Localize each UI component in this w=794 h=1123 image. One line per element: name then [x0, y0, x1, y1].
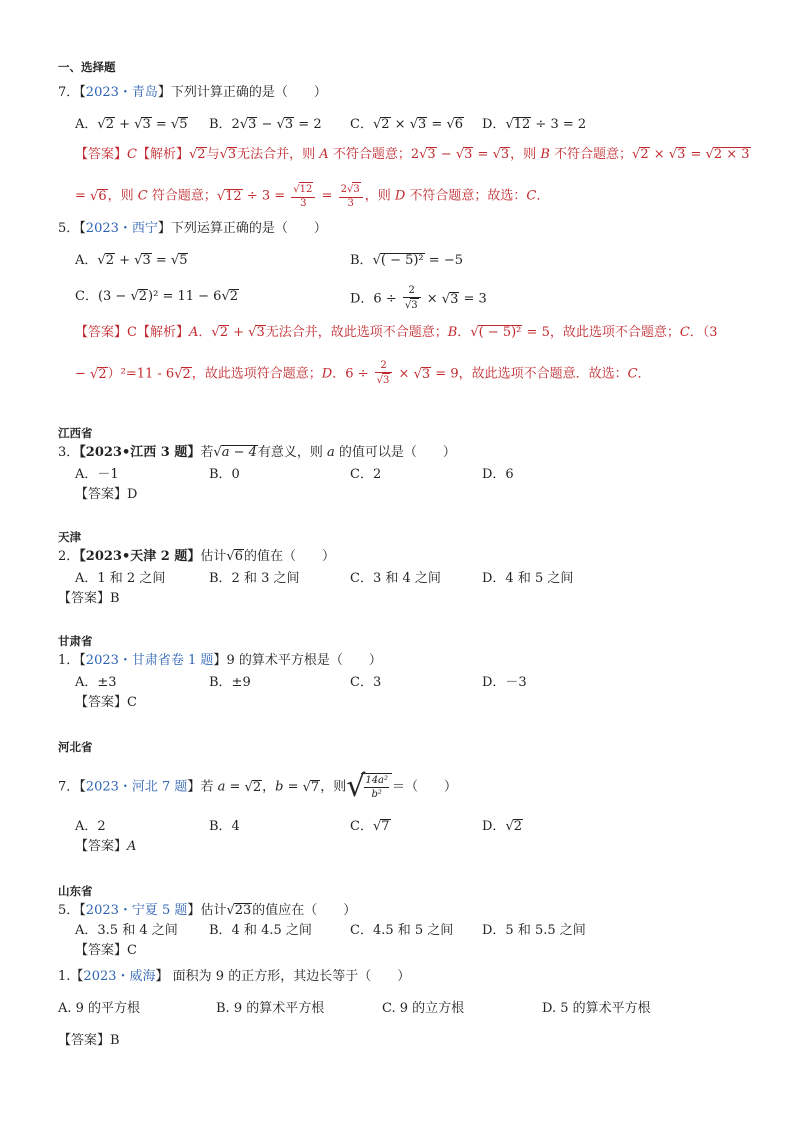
question-number: 5． [58, 903, 80, 918]
source-bracket-close: 】 [187, 903, 201, 918]
option-b: B．√( − 5)² = −5 [350, 253, 463, 268]
question-number: 7． [58, 85, 80, 100]
section-title: 一、选择题 [58, 60, 116, 74]
option-a: A．－1 [75, 467, 119, 482]
question-number: 5． [58, 221, 80, 236]
option-c: C．3 [350, 675, 382, 690]
question-number: 7． [58, 779, 80, 795]
answer-analysis-line-2: = √6，则 C 符合题意；√12 ÷ 3 = $\frac{√12}{3}$ = $\frac{2√3}{3}$ ，则 D 不符合题意；故选：C． [75, 184, 550, 209]
source-bracket-open: 【 [79, 221, 86, 236]
radical-expression: √ $\frac{\text{14a²}}{\text{b²}}$ [346, 770, 392, 804]
option-d: D. 5 的算术平方根 [542, 1001, 651, 1016]
source-bracket-open: 【 [79, 903, 86, 918]
question-tianjin: 2．【2023•天津 2 题】估计√6的值在（ ） [58, 549, 335, 564]
question-number: 3． [58, 445, 80, 460]
option-b: B．2 和 3 之间 [209, 571, 300, 586]
answer [75, 694, 137, 712]
source-bracket-close: 】 [157, 85, 171, 100]
question-source: 2023・河北 7 题 [85, 779, 188, 795]
answer-letter: C [127, 147, 137, 162]
source-bracket-close: 】 [213, 653, 227, 668]
question-number: 2． [58, 549, 80, 564]
source-bracket-close: 】 [155, 969, 169, 984]
question-source: 【2023•江西 3 题】 [79, 445, 201, 460]
answer-letter: C [127, 695, 137, 710]
answer [75, 942, 137, 960]
option-c: C．3 和 4 之间 [350, 571, 441, 586]
stem-post: ＝（ ） [392, 779, 458, 795]
answer-label: 【答案】 [75, 839, 128, 854]
answer: 【答案】B [58, 591, 120, 606]
answer-analysis-line-1: 【答案】C【解析】A．√2 + √3无法合并，故此选项不合题意；B．√( − 5)² = 5，故此选项不合题意；C．（3 [75, 325, 718, 340]
answer-analysis-line-1: 【答案】C【解析】√2与√3无法合并，则 A 不符合题意；2√3 − √3 = √3，则 B 不符合题意；√2 × √3 = √2 × 3 [75, 147, 750, 162]
option-d: D．6 [482, 467, 514, 482]
option-d: D．√2 [482, 819, 523, 834]
answer-label: 【答案】 [75, 147, 128, 162]
source-bracket-open: 【 [70, 969, 84, 984]
option-d: D．6 ÷ $\frac{2}{√3}$ × √3 = 3 [350, 285, 487, 311]
answer: 【答案】D [75, 487, 138, 502]
option-c: C. 9 的立方根 [382, 1001, 465, 1016]
option-d: D．4 和 5 之间 [482, 571, 574, 586]
question-source: 2023・西宁 [85, 221, 158, 236]
answer-label: 【答案】 [75, 943, 128, 958]
question-stem: 下列计算正确的是（ ） [170, 85, 327, 100]
answer-letter: A [127, 839, 137, 854]
analysis-label: 【解析】 [136, 325, 189, 340]
option-d: D．5 和 5.5 之间 [482, 923, 586, 938]
province-heading: 河北省 [58, 740, 93, 754]
option-a: A．√2 + √3 = √5 [75, 117, 188, 132]
question-stem: 面积为 9 的正方形，其边长等于（ ） [172, 969, 411, 984]
option-b: B．2√3 − √3 = 2 [209, 117, 322, 132]
province-heading: 天津 [58, 530, 81, 544]
answer [75, 838, 136, 856]
option-b: B．4 和 4.5 之间 [209, 923, 312, 938]
question-source: 【2023•天津 2 题】 [79, 549, 201, 564]
question-xining [58, 220, 327, 238]
answer-label: 【答案】 [75, 325, 128, 340]
question-ningxia: 5．【2023・宁夏 5 题】估计√23的值应在（ ） [58, 903, 357, 918]
option-a: A．±3 [75, 675, 117, 690]
province-heading: 甘肃省 [58, 634, 93, 648]
source-bracket-open: 【 [79, 779, 86, 795]
option-b: B．0 [209, 467, 240, 482]
question-source: 2023・青岛 [85, 85, 158, 100]
province-heading: 山东省 [58, 884, 93, 898]
source-bracket-close: 】 [157, 221, 171, 236]
answer: 【答案】B [58, 1033, 120, 1048]
option-a: A．√2 + √3 = √5 [75, 253, 188, 268]
expr-numerator: 14a² [365, 774, 389, 786]
source-bracket-close: 】 [187, 779, 201, 795]
option-c: C．4.5 和 5 之间 [350, 923, 454, 938]
option-c: C．√7 [350, 819, 390, 834]
option-b: B. 9 的算术平方根 [216, 1001, 325, 1016]
answer-label: 【答案】 [75, 695, 128, 710]
province-heading: 江西省 [58, 426, 93, 440]
question-number: 1． [58, 653, 80, 668]
option-d: D．√12 ÷ 3 = 2 [482, 117, 587, 132]
question-weihai [58, 968, 410, 986]
option-b: B．4 [209, 819, 240, 834]
question-stem: 下列运算正确的是（ ） [170, 221, 327, 236]
question-number: 1. [58, 969, 71, 984]
question-stem: 9 的算术平方根是（ ） [226, 653, 382, 668]
question-hebei: 7．【2023・河北 7 题】若 a = √2，b = √7，则√ $\frac{\text{14a²}}{\text{b²}}$ ＝（ ） [58, 768, 458, 804]
answer-letter: C [127, 325, 137, 340]
option-a: A．3.5 和 4 之间 [75, 923, 178, 938]
analysis-label: 【解析】 [136, 147, 189, 162]
expr-denominator: b² [371, 788, 382, 800]
option-b: B．±9 [209, 675, 251, 690]
question-source: 2023・宁夏 5 题 [85, 903, 188, 918]
answer-analysis-line-2: − √2）²=11 - 6√2，故此选项符合题意；D．6 ÷ $\frac{2}{√3}$ × √3 = 9，故此选项不合题意．故选：C． [75, 360, 651, 386]
option-d: D．－3 [482, 675, 527, 690]
question-jiangxi: 3．【2023•江西 3 题】若√a − 4有意义，则 a 的值可以是（ ） [58, 445, 456, 460]
option-a: A. 9 的平方根 [58, 1001, 141, 1016]
question-gansu [58, 652, 382, 670]
question-source: 2023・甘肃省卷 1 题 [85, 653, 214, 668]
question-qingdao [58, 84, 327, 102]
option-c: C．(3 − √2)² = 11 − 6√2 [75, 289, 239, 304]
answer-letter: C [127, 943, 137, 958]
source-bracket-open: 【 [79, 85, 86, 100]
option-a: A．1 和 2 之间 [75, 571, 166, 586]
option-a: A．2 [75, 819, 106, 834]
option-c: C．2 [350, 467, 382, 482]
source-bracket-open: 【 [79, 653, 86, 668]
question-source: 2023・威海 [83, 969, 156, 984]
option-c: C．√2 × √3 = √6 [350, 117, 464, 132]
